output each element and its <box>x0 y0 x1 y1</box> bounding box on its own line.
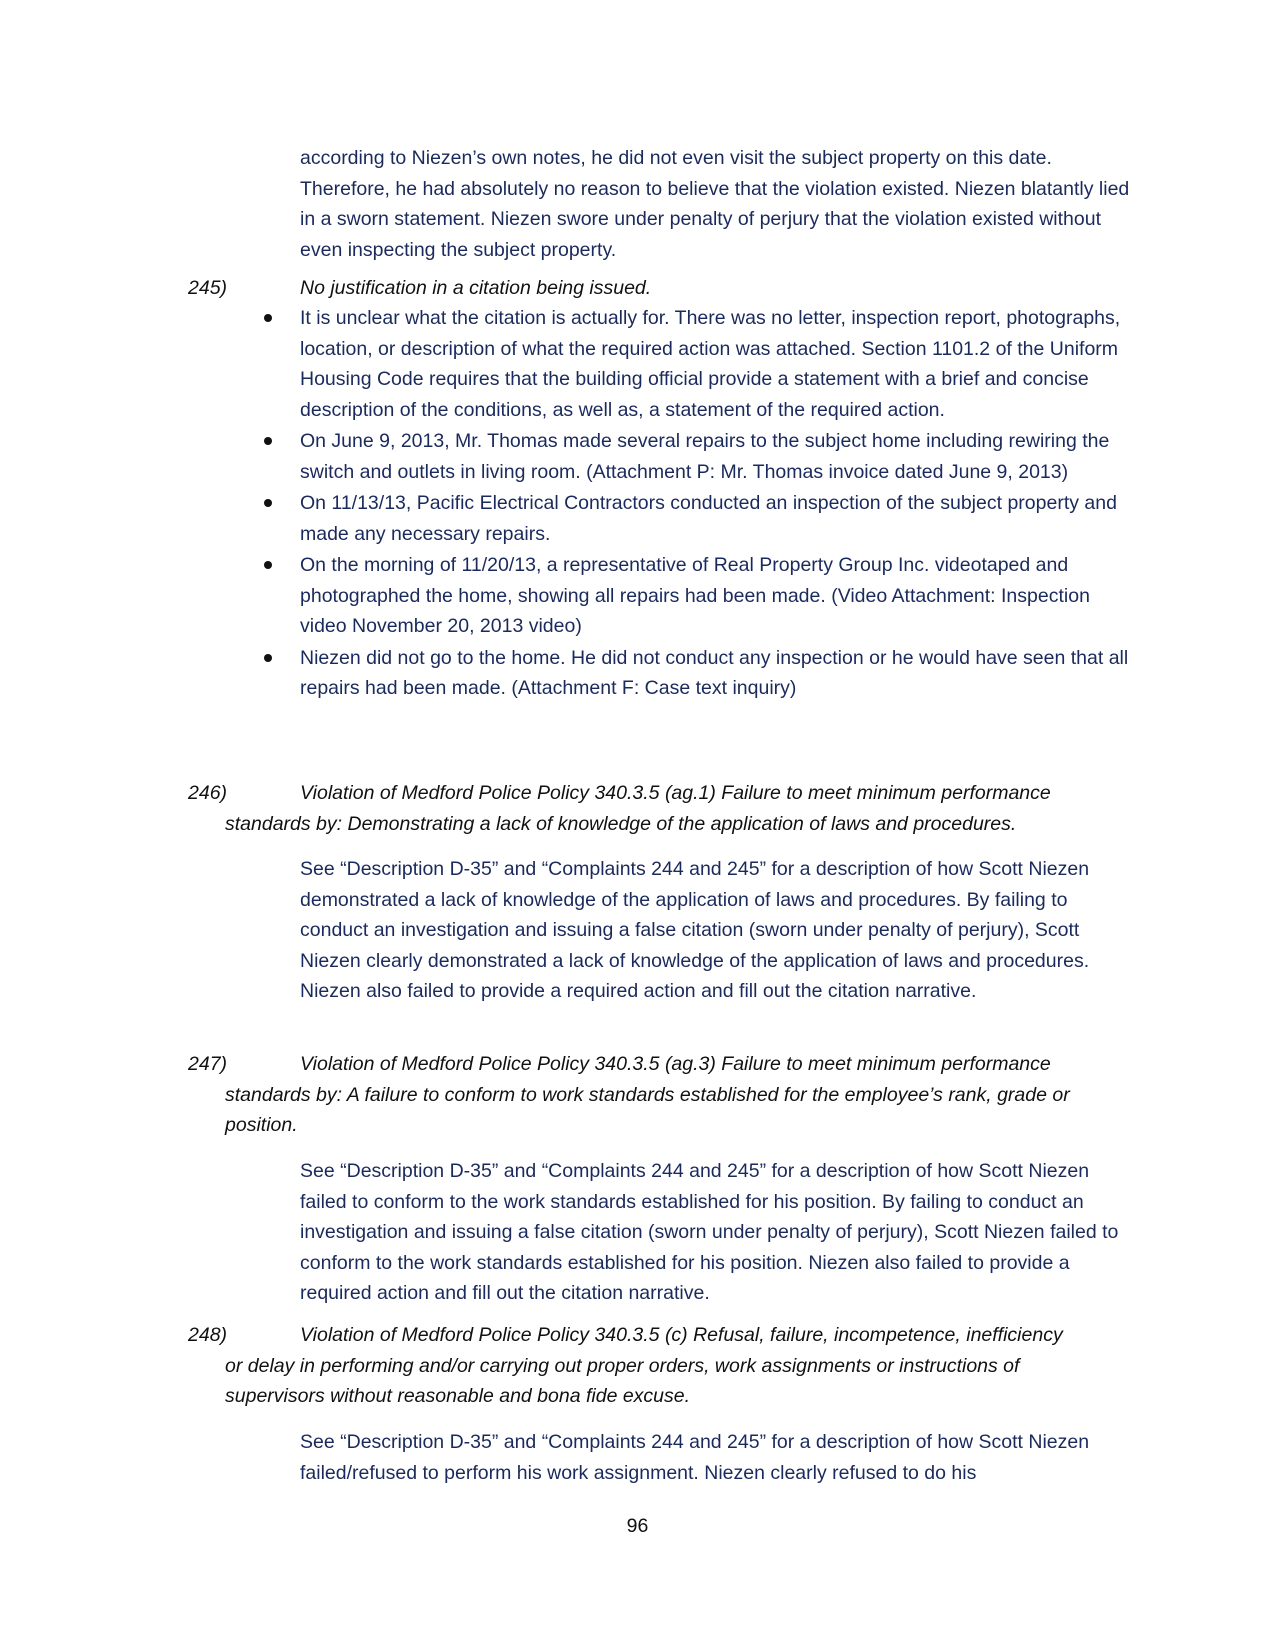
bullet-icon <box>264 437 272 445</box>
bullet-text: On the morning of 11/20/13, a representative of Real Property Group Inc. videotaped and photographed the home, showing all repairs had been made. (Video Attachment: Inspection video November 20, 2013 video) <box>300 554 1090 637</box>
item-246-body: See “Description D-35” and “Complaints 244 and 245” for a description of how Scott Niezen demonstrated a lack of knowledge of the application of laws and procedures. By failing to conduct an investigation and issuing a false citation (sworn under penalty of perjury), Scott Niezen clearly demonstrated a lack of knowledge of the application of laws and procedures. Niezen also failed to provide a required action and fill out the citation narrative. <box>300 858 1090 1002</box>
list-item <box>300 643 1130 704</box>
page-number: 96 <box>626 1515 649 1537</box>
item-248-body: See “Description D-35” and “Complaints 244 and 245” for a description of how Scott Niezen failed/refused to perform his work assignment. Niezen clearly refused to do his <box>300 1431 1090 1484</box>
list-item <box>300 550 1130 642</box>
bullet-icon <box>264 654 272 662</box>
intro-paragraph: according to Niezen’s own notes, he did not even visit the subject property on this date. Therefore, he had absolutely no reason to believe that the violation existed. Niezen blatantly lied in a sworn statement. Niezen swore under penalty of perjury that the violation existed without even inspecting the subject property. <box>300 147 1130 261</box>
item-heading-text: Violation of Medford Police Policy 340.3.5 (ag.3) Failure to meet minimum performance <box>300 1053 1051 1075</box>
list-item <box>300 488 1130 549</box>
bullet-text: It is unclear what the citation is actually for. There was no letter, inspection report, photographs, location, or description of what the required action was attached. Section 1101.2 of the Uniform Housing Code requires that the building official provide a statement with a brief and concise description of the conditions, as well as, a statement of the required action. <box>300 307 1121 421</box>
bullet-text: On June 9, 2013, Mr. Thomas made several repairs to the subject home including rewiring the switch and outlets in living room. (Attachment P: Mr. Thomas invoice dated June 9, 2013) <box>300 430 1110 483</box>
list-item <box>300 303 1130 425</box>
item-heading-continuation: standards by: A failure to conform to work standards established for the employee’s rank, grade or position. <box>225 1083 1070 1136</box>
bullet-icon <box>264 561 272 569</box>
item-247-body: See “Description D-35” and “Complaints 244 and 245” for a description of how Scott Niezen failed to conform to the work standards established for his position. By failing to conduct an investigation and issuing a false citation (sworn under penalty of perjury), Scott Niezen failed to conform to the work standards established for his position. Niezen also failed to provide a required action and fill out the citation narrative. <box>300 1160 1119 1304</box>
bullet-icon <box>264 499 272 507</box>
item-heading-text: Violation of Medford Police Policy 340.3.5 (ag.1) Failure to meet minimum performance <box>300 782 1051 804</box>
list-item <box>300 426 1130 487</box>
item-heading-continuation: or delay in performing and/or carrying out proper orders, work assignments or instructions of supervisors without reasonable and bona fide excuse. <box>225 1354 1020 1407</box>
item-number: 246) <box>188 782 228 804</box>
bullet-text: Niezen did not go to the home. He did not conduct any inspection or he would have seen that all repairs had been made. (Attachment F: Case text inquiry) <box>300 646 1129 699</box>
bullet-text: On 11/13/13, Pacific Electrical Contractors conducted an inspection of the subject property and made any necessary repairs. <box>300 492 1117 545</box>
item-number: 245) <box>188 277 228 299</box>
item-heading-text: No justification in a citation being issued. <box>300 277 652 299</box>
item-number: 248) <box>188 1324 228 1346</box>
item-246-heading <box>188 778 1138 840</box>
item-number: 247) <box>188 1053 228 1075</box>
item-heading-continuation: standards by: Demonstrating a lack of knowledge of the application of laws and procedures. <box>225 812 1017 835</box>
item-245-heading <box>188 273 1138 304</box>
item-heading-text: Violation of Medford Police Policy 340.3.5 (c) Refusal, failure, incompetence, inefficiency <box>300 1324 1063 1346</box>
bullet-icon <box>264 314 272 322</box>
item-247-heading <box>188 1049 1138 1141</box>
item-248-heading <box>188 1320 1138 1412</box>
item-245-bullet-list <box>300 303 1130 705</box>
